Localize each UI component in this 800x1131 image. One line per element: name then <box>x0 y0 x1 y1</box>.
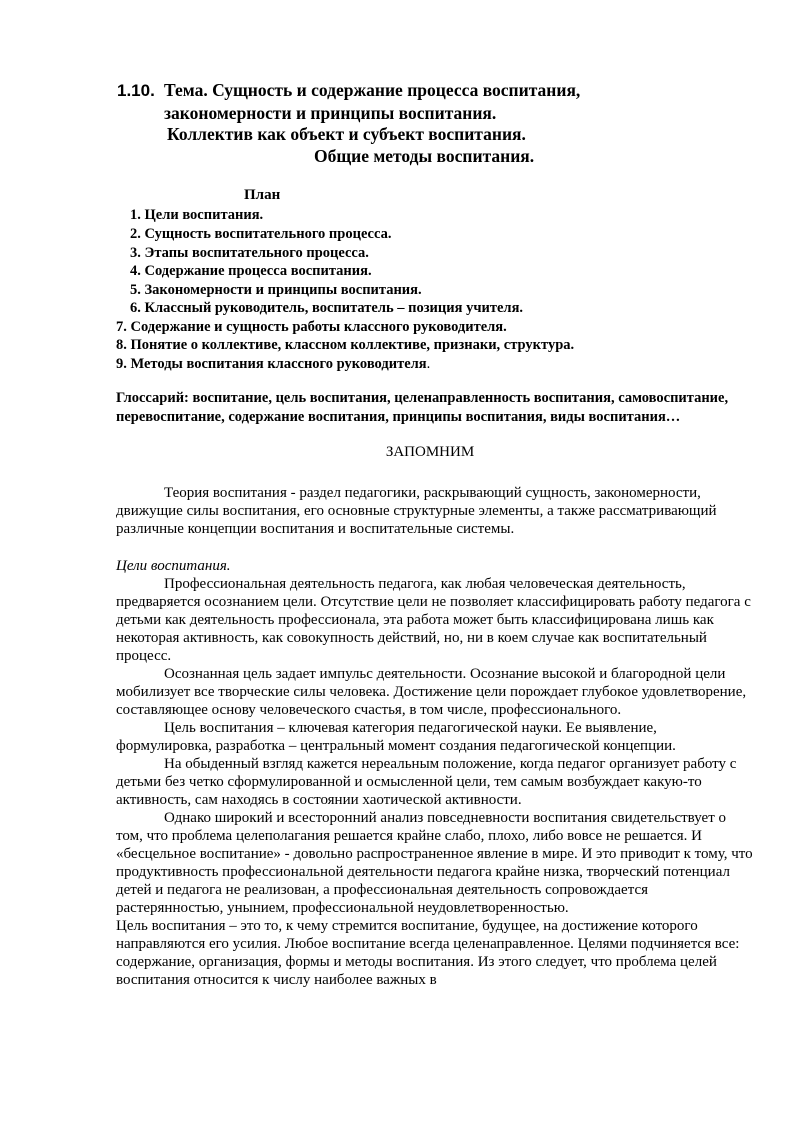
theory-definition <box>116 484 756 538</box>
plan-item: 7. Содержание и сущность работы классного руководителя. <box>116 319 507 335</box>
title-line-1: Тема. Сущность и содержание процесса воспитания, <box>164 80 581 100</box>
goals-section <box>116 557 756 989</box>
goals-heading: Цели воспитания. <box>116 558 231 574</box>
theory-paragraph: Теория воспитания - раздел педагогики, раскрывающий сущность, закономерности, движущие силы воспитания, его основные структурные элементы, а также рассматривающий различные концепции воспитания и воспитательные системы. <box>116 485 717 537</box>
plan-item: 5. Закономерности и принципы воспитания. <box>130 282 422 298</box>
glossary: Глоссарий: воспитание, цель воспитания, целенаправленность воспитания, самовоспитание, перевоспитание, содержание воспитания, принципы воспитания, виды воспитания… <box>116 390 729 425</box>
title-line-2: закономерности и принципы воспитания. <box>164 103 497 123</box>
title-line-3: Коллектив как объект и субъект воспитания. <box>167 124 526 144</box>
plan-item-period: . <box>426 356 431 372</box>
body-paragraph: Цель воспитания – это то, к чему стремится воспитание, будущее, на достижение которого направляются его усилия. Любое воспитание всегда целенаправленное. Целями подчиняется все: содержание, организация, формы и методы воспитания. Из этого следует, что проблема целей воспитания относится к числу наиболее важных в <box>116 918 740 988</box>
plan-item <box>116 355 430 374</box>
plan-item: 6. Классный руководитель, воспитатель – позиция учителя. <box>130 300 524 316</box>
plan-item-text: 9. Методы воспитания классного руководителя <box>116 356 427 372</box>
plan-item: 1. Цели воспитания. <box>130 207 264 223</box>
body-paragraph: Однако широкий и всесторонний анализ повседневности воспитания свидетельствует о том, что проблема целеполагания решается крайне слабо, плохо, либо вовсе не решается. И «бесцельное воспитание» - довольно распространенное явление в мире. И это приводит к тому, что продуктивность профессиональной деятельности педагога крайне низка, творческий потенциал детей и педагога не реализован, а профессиональная деятельность сопровождается растерянностью, унынием, профессиональной неудовлетворенностью. <box>116 810 753 916</box>
plan-item: 3. Этапы воспитательного процесса. <box>130 245 369 261</box>
plan-item: 8. Понятие о коллективе, классном коллективе, признаки, структура. <box>116 337 575 353</box>
body-paragraph: На обыденный взгляд кажется нереальным положение, когда педагог организует работу с детьми без четко сформулированной и осмысленной цели, тем самым возбуждает какую-то активность, сам находясь в состоянии хаотической активности. <box>116 756 737 808</box>
title-line-4: Общие методы воспитания. <box>314 146 535 166</box>
body-paragraph: Профессиональная деятельность педагога, как любая человеческая деятельность, предваряется осознанием цели. Отсутствие цели не позволяет классифицировать работу педагога с детьми как деятельность профессионала, эта работа может быть классифицирована лишь как некоторая активность, как совокупность действий, но, ни в коем случае как воспитательный процесс. <box>116 576 751 664</box>
body-paragraph: Цель воспитания – ключевая категория педагогической науки. Ее выявление, формулировка, разработка – центральный момент создания педагогической концепции. <box>116 720 676 754</box>
section-number: 1.10. <box>117 81 155 100</box>
body-paragraph: Осознанная цель задает импульс деятельности. Осознание высокой и благородной цели мобилизует все творческие силы человека. Достижение цели порождает глубокое удовлетворение, составляющее основу человеческого счастья, в том числе, профессионального. <box>116 666 747 718</box>
plan-title: План <box>244 187 281 203</box>
plan-item: 2. Сущность воспитательного процесса. <box>130 226 392 242</box>
remember-heading: ЗАПОМНИМ <box>385 444 475 460</box>
plan-item: 4. Содержание процесса воспитания. <box>130 263 372 279</box>
